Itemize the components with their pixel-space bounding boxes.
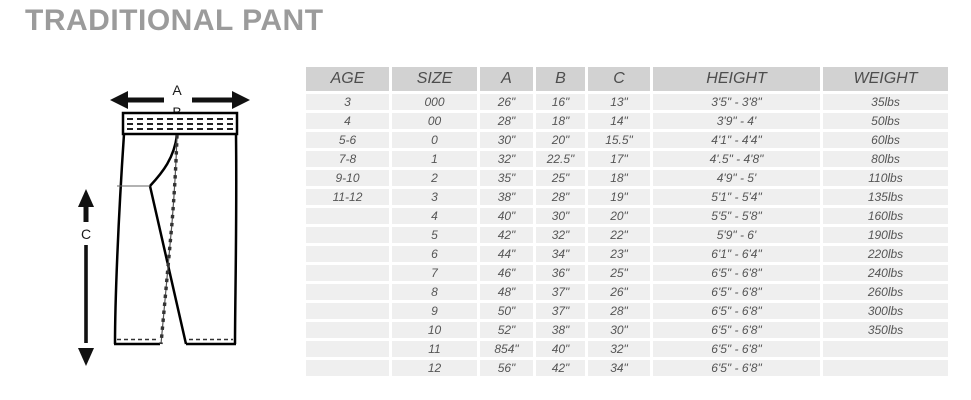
- table-cell: [306, 303, 389, 319]
- table-cell: 5'9" - 6': [653, 227, 820, 243]
- table-cell: 37": [536, 303, 585, 319]
- table-cell: 190lbs: [823, 227, 948, 243]
- table-cell: 15.5": [588, 132, 650, 148]
- table-cell: 00: [392, 113, 477, 129]
- table-cell: 4'1" - 4'4": [653, 132, 820, 148]
- table-cell: 48": [480, 284, 533, 300]
- table-cell: 13": [588, 94, 650, 110]
- table-cell: 32": [480, 151, 533, 167]
- table-cell: 40": [480, 208, 533, 224]
- table-cell: 9-10: [306, 170, 389, 186]
- table-cell: 000: [392, 94, 477, 110]
- pant-diagram-svg: [60, 73, 280, 393]
- table-cell: 22.5": [536, 151, 585, 167]
- size-chart-table: [303, 64, 951, 379]
- table-cell: 50lbs: [823, 113, 948, 129]
- table-row: [306, 208, 948, 224]
- column-header: AGE: [306, 67, 389, 91]
- table-cell: 42": [480, 227, 533, 243]
- table-row: [306, 341, 948, 357]
- table-cell: 25": [588, 265, 650, 281]
- table-cell: 6'5" - 6'8": [653, 265, 820, 281]
- table-cell: 12: [392, 360, 477, 376]
- table-cell: 5-6: [306, 132, 389, 148]
- table-row: [306, 227, 948, 243]
- page-title: TRADITIONAL PANT: [25, 4, 324, 37]
- table-cell: 38": [536, 322, 585, 338]
- table-cell: 260lbs: [823, 284, 948, 300]
- table-cell: 30": [536, 208, 585, 224]
- table-cell: 52": [480, 322, 533, 338]
- table-row: [306, 303, 948, 319]
- table-cell: 5'5" - 5'8": [653, 208, 820, 224]
- table-cell: [306, 341, 389, 357]
- table-cell: 60lbs: [823, 132, 948, 148]
- arrow-right-icon: [232, 91, 250, 109]
- size-table-body: [306, 94, 948, 376]
- size-chart: [303, 64, 951, 379]
- table-cell: 18": [536, 113, 585, 129]
- table-cell: 22": [588, 227, 650, 243]
- table-cell: 6'1" - 6'4": [653, 246, 820, 262]
- table-row: [306, 113, 948, 129]
- table-cell: 42": [536, 360, 585, 376]
- table-cell: 6'5" - 6'8": [653, 284, 820, 300]
- table-cell: [306, 284, 389, 300]
- column-header: A: [480, 67, 533, 91]
- table-row: [306, 151, 948, 167]
- table-cell: 19": [588, 189, 650, 205]
- table-cell: 35": [480, 170, 533, 186]
- table-cell: 32": [588, 341, 650, 357]
- table-cell: 34": [536, 246, 585, 262]
- table-cell: 7: [392, 265, 477, 281]
- table-cell: 30": [588, 322, 650, 338]
- table-cell: 6'5" - 6'8": [653, 303, 820, 319]
- table-cell: 4'9" - 5': [653, 170, 820, 186]
- table-cell: 6'5" - 6'8": [653, 341, 820, 357]
- pant-outline: [114, 113, 237, 344]
- table-cell: 26": [480, 94, 533, 110]
- table-cell: 16": [536, 94, 585, 110]
- table-cell: 1: [392, 151, 477, 167]
- table-cell: 50": [480, 303, 533, 319]
- table-cell: 28": [588, 303, 650, 319]
- table-row: [306, 189, 948, 205]
- table-cell: [306, 360, 389, 376]
- table-row: [306, 322, 948, 338]
- table-cell: 6'5" - 6'8": [653, 360, 820, 376]
- table-row: [306, 360, 948, 376]
- table-cell: 11: [392, 341, 477, 357]
- table-cell: 5: [392, 227, 477, 243]
- pant-measurement-diagram: [60, 73, 280, 393]
- table-cell: 4'.5" - 4'8": [653, 151, 820, 167]
- table-cell: 14": [588, 113, 650, 129]
- table-cell: [306, 265, 389, 281]
- arrow-left-icon: [110, 91, 128, 109]
- table-cell: 20": [536, 132, 585, 148]
- right-outer-seam: [235, 134, 236, 344]
- table-row: [306, 246, 948, 262]
- table-cell: [306, 227, 389, 243]
- column-header: HEIGHT: [653, 67, 820, 91]
- table-cell: 3: [306, 94, 389, 110]
- table-cell: [823, 360, 948, 376]
- table-cell: 160lbs: [823, 208, 948, 224]
- table-cell: 2: [392, 170, 477, 186]
- column-header: WEIGHT: [823, 67, 948, 91]
- table-cell: 26": [588, 284, 650, 300]
- table-cell: 23": [588, 246, 650, 262]
- table-cell: 32": [536, 227, 585, 243]
- table-cell: 9: [392, 303, 477, 319]
- table-cell: 6'5" - 6'8": [653, 322, 820, 338]
- column-header: C: [588, 67, 650, 91]
- label-c: C: [80, 226, 92, 242]
- table-row: [306, 265, 948, 281]
- arrow-down-icon: [78, 348, 94, 366]
- table-cell: 4: [306, 113, 389, 129]
- table-cell: 0: [392, 132, 477, 148]
- table-cell: 6: [392, 246, 477, 262]
- table-cell: 17": [588, 151, 650, 167]
- table-cell: 5'1" - 5'4": [653, 189, 820, 205]
- table-cell: 56": [480, 360, 533, 376]
- length-arrow: [78, 189, 94, 366]
- table-cell: 18": [588, 170, 650, 186]
- table-cell: 11-12: [306, 189, 389, 205]
- table-cell: 38": [480, 189, 533, 205]
- table-cell: 220lbs: [823, 246, 948, 262]
- table-row: [306, 170, 948, 186]
- table-row: [306, 132, 948, 148]
- table-row: [306, 284, 948, 300]
- table-cell: 10: [392, 322, 477, 338]
- table-cell: 300lbs: [823, 303, 948, 319]
- table-cell: 4: [392, 208, 477, 224]
- table-cell: 37": [536, 284, 585, 300]
- column-header: SIZE: [392, 67, 477, 91]
- left-outer-seam: [115, 134, 124, 344]
- table-cell: 3'9" - 4': [653, 113, 820, 129]
- table-cell: 30": [480, 132, 533, 148]
- table-cell: 8: [392, 284, 477, 300]
- table-cell: [306, 208, 389, 224]
- table-cell: 40": [536, 341, 585, 357]
- table-cell: [306, 322, 389, 338]
- table-cell: 7-8: [306, 151, 389, 167]
- table-cell: 34": [588, 360, 650, 376]
- table-cell: 46": [480, 265, 533, 281]
- column-header: B: [536, 67, 585, 91]
- table-cell: 3: [392, 189, 477, 205]
- table-cell: 36": [536, 265, 585, 281]
- table-cell: 35lbs: [823, 94, 948, 110]
- table-cell: 44": [480, 246, 533, 262]
- table-cell: [306, 246, 389, 262]
- table-cell: 80lbs: [823, 151, 948, 167]
- table-cell: 3'5" - 3'8": [653, 94, 820, 110]
- table-cell: 25": [536, 170, 585, 186]
- table-cell: 240lbs: [823, 265, 948, 281]
- table-cell: [823, 341, 948, 357]
- table-cell: 28": [480, 113, 533, 129]
- fly-curve: [150, 135, 177, 186]
- table-cell: 28": [536, 189, 585, 205]
- header-row: [306, 67, 948, 91]
- table-cell: 110lbs: [823, 170, 948, 186]
- arrow-up-icon: [78, 189, 94, 207]
- table-cell: 20": [588, 208, 650, 224]
- table-cell: 135lbs: [823, 189, 948, 205]
- table-cell: 350lbs: [823, 322, 948, 338]
- label-a: A: [172, 82, 182, 98]
- table-row: [306, 94, 948, 110]
- table-cell: 854": [480, 341, 533, 357]
